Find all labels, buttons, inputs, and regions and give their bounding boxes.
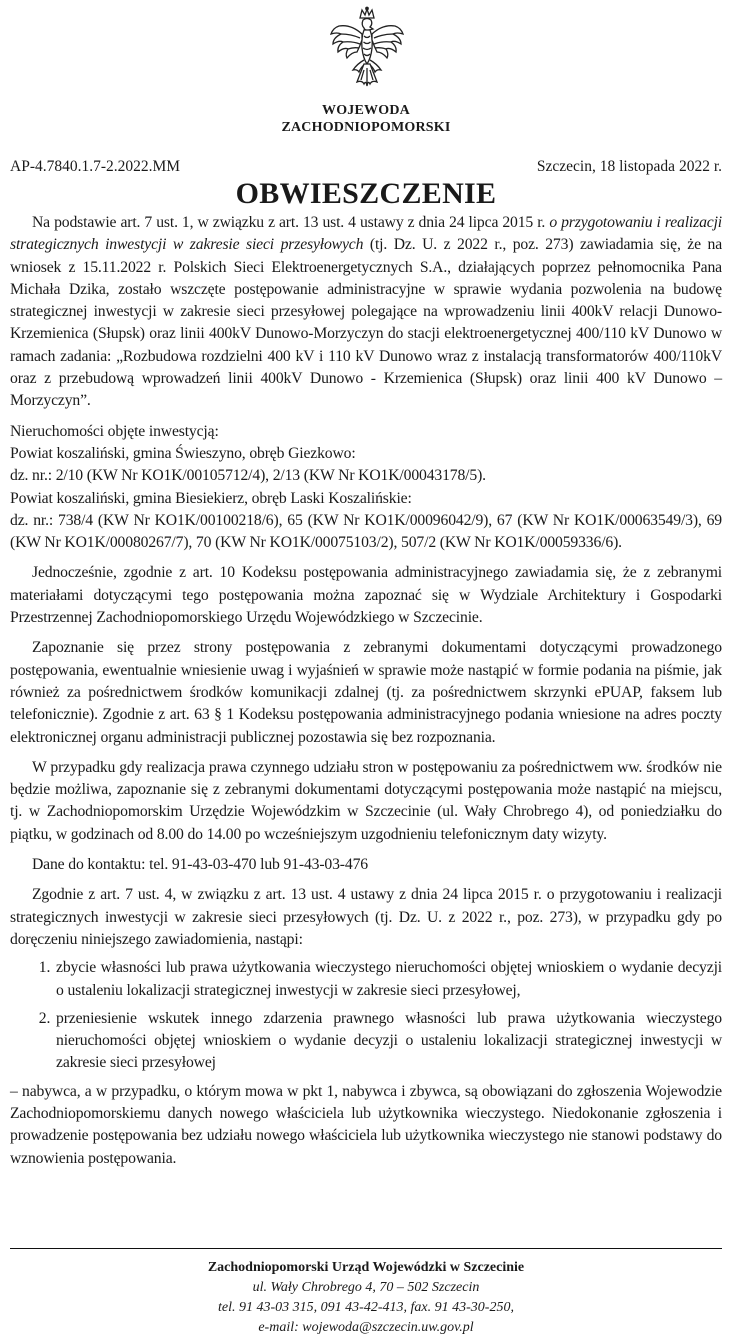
footer-address: ul. Wały Chrobrego 4, 70 – 502 Szczecin [252,1280,480,1295]
contact-paragraph: Dane do kontaktu: tel. 91-43-03-470 lub 91-43-03-476 [32,856,368,874]
case-reference: AP-4.7840.1.7-2.2022.MM [10,158,181,175]
intro-part1: Na podstawie art. 7 ust. 1, w związku z art. 13 ust. 4 ustawy z dnia 24 lipca 2015 r. [32,214,550,231]
conditions-list [10,957,722,1074]
obligation-paragraph: – nabywca, a w przypadku, o którym mowa w pkt 1, nabywca i zbywca, są obowiązani do zgłoszenia Wojewodzie Zachodniopomorskiemu danych nowego właściciela lub użytkownika wieczystego. Niedokonanie zgłoszenia i prowadzenie postępowania bez udziału nowego właściciela lub użytkownika wieczystego nie stanowi podstawy do wznowienia postępowania. [10,1082,722,1167]
document-title: OBWIESZCZENIE [235,177,497,210]
reference-line [10,158,722,176]
footer-divider [10,1248,722,1249]
property-parcels-1: dz. nr.: 2/10 (KW Nr KO1K/00105712/4), 2/13 (KW Nr KO1K/00043178/5). [10,467,486,485]
office-name-line1: WOJEWODA [322,103,410,118]
property-parcels-2: dz. nr.: 738/4 (KW Nr KO1K/00100218/6), 65 (KW Nr KO1K/00096042/9), 67 (KW Nr KO1K/00063549/3), 69 (KW Nr KO1K/00080267/7), 70 (KW Nr KO1K/00075103/2), 507/2 (KW Nr KO1K/00059336/6). [10,511,722,552]
intro-paragraph [10,212,722,413]
remote-access-paragraph: Zapoznanie się przez strony postępowania z zebranymi dokumentami dotyczącymi prowadzonego postępowania, ewentualnie wniesienie uwag i wyjaśnień w sprawie może nastąpić w formie podania na piśmie, jak również za pośrednictwem środków komunikacji zdalnej (tj. za pośrednictwem skrzynki ePUAP, faksem lub telefonicznie). Zgodnie z art. 63 § 1 Kodeksu postępowania administracyjnego podania wniesione na adres poczty elektronicznej organu administracji publicznej pozostawia się bez rozpoznania. [10,639,722,746]
eagle-crest-icon [327,6,407,94]
materials-paragraph: Jednocześnie, zgodnie z art. 10 Kodeksu postępowania administracyjnego zawiadamia się, że z zebranymi materiałami dotyczącymi tego postępowania można zapoznać się w Wydziale Architektury i Gospodarki Przestrzennej Zachodniopomorskiego Urzędu Wojewódzkiego w Szczecinie. [10,564,722,627]
document-body [10,212,722,1170]
properties-heading: Nieruchomości objęte inwestycją: [10,422,219,440]
footer-org: Zachodniopomorski Urząd Wojewódzki w Szczecinie [207,1260,525,1275]
footer-phones: tel. 91 43-03 315, 091 43-42-413, fax. 91 43-30-250, [218,1300,514,1315]
place-date: Szczecin, 18 listopada 2022 r. [536,158,722,175]
property-location-1: Powiat koszaliński, gmina Świeszyno, obręb Giezkowo: [10,444,356,462]
footer [0,1258,732,1338]
list-item: 2. przeniesienie wskutek innego zdarzenia prawnego własności lub prawa użytkowania wieczystego nieruchomości objętej wnioskiem o wydanie decyzji o ustaleniu lokalizacji strategicznej inwestycji w zakresie sieci przesyłowej [54,1008,722,1075]
onsite-access-paragraph: W przypadku gdy realizacja prawa czynnego udziału stron w postępowaniu za pośrednictwem ww. środków nie będzie możliwa, zapoznanie się z zebranymi dokumentami dotyczącymi postępowania może nastąpić na miejscu, tj. w Zachodniopomorskim Urzędzie Wojewódzkim w Szczecinie (ul. Wały Chrobrego 4), od poniedziałku do piątku, w godzinach od 8.00 do 14.00 po wcześniejszym uzgodnieniu telefonicznym daty wizyty. [10,758,722,843]
property-location-2: Powiat koszaliński, gmina Biesiekierz, obręb Laski Koszalińskie: [10,489,412,507]
intro-part2: (tj. Dz. U. z 2022 r., poz. 273) zawiadamia się, że na wniosek z 15.11.2022 r. Polskich Sieci Elektroenergetycznych S.A., działających poprzez pełnomocnika Pana Michała Dzika, zostało wszczęte postępowanie administracyjne w sprawie wydania pozwolenia na budowę strategicznej inwestycji w zakresie sieci przesyłowej polegające na wprowadzeniu linii 400kV relacji Dunowo-Krzemienica (Słupsk) oraz linii 400kV Dunowo-Morzyczyn do stacji elektroenergetycznej 400/110 kV Dunowo w ramach zadania: „Rozbudowa rozdzielni 400 kV i 110 kV Dunowo wraz z instalacją transformatorów 400/110kV oraz z przebudową wprowadzeń linii 400kV Dunowo - Krzemienica (Słupsk) oraz linii 400 kV Dunowo – Morzyczyn”. [10,236,723,410]
art7-paragraph: Zgodnie z art. 7 ust. 4, w związku z art. 13 ust. 4 ustawy z dnia 24 lipca 2015 r. o przygotowaniu i realizacji strategicznych inwestycji w zakresie sieci przesyłowych (tj. Dz. U. z 2022 r., poz. 273), w przypadku gdy po doręczeniu niniejszego zawiadomienia, nastąpi: [10,886,722,948]
office-name-line2: ZACHODNIOPOMORSKI [281,120,451,135]
footer-email[interactable]: e-mail: wojewoda@szczecin.uw.gov.pl [258,1320,474,1335]
act-title: o przygotowaniu i realizacji strategicznych inwestycji w zakresie sieci przesyłowych [10,214,722,254]
list-item: 1. zbycie własności lub prawa użytkowania wieczystego nieruchomości objętej wnioskiem o wydanie decyzji o ustaleniu lokalizacji strategicznej inwestycji w zakresie sieci przesyłowej, [54,957,722,1002]
